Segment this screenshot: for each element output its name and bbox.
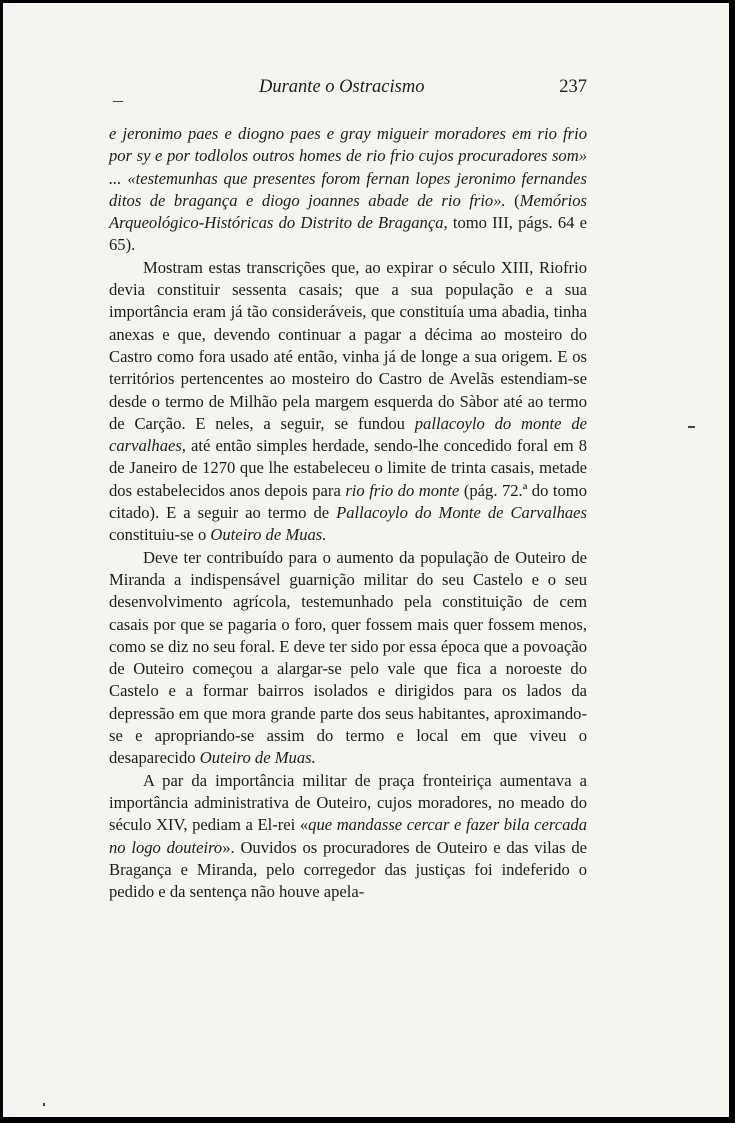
italic-text-run: Outeiro de Muas. (199, 748, 316, 768)
scan-speck (113, 101, 123, 102)
body-text (109, 123, 587, 903)
scan-speck (688, 426, 695, 428)
page-number: 237 (559, 77, 587, 97)
text-run: até então simples herdade, sendo-lhe concedido foral em 8 de Janeiro de 1270 que lhe estabeleceu o limite de trinta casais, metade dos estabelecidos anos depois para (109, 436, 587, 500)
italic-text-run: que mandasse cercar e fazer bila cercada no logo douteiro (109, 815, 587, 857)
italic-text-run: e jeronimo paes e diogno paes e gray migueir moradores em rio frio por sy e por todlolos outros homes de rio frio cujos procuradores som» ... «testemunhas que presentes forom fernan lopes jeronimo fernandes ditos de bragança e diogo joannes abade de rio frio». (109, 124, 587, 210)
italic-text-run: rio frio do monte (345, 480, 460, 500)
text-run: Mostram estas transcrições que, ao expirar o século XIII, Riofrio devia constituir sessenta casais; que a sua população e a sua importância eram já tão consideráveis, que constituía uma abadia, tinha anexas e que, devendo continuar a pagar a décima ao mosteiro do Castro como fora usado até então, vinha já de longe a sua origem. E os territórios pertencentes ao mosteiro do Castro de Avelãs estendiam-se desde o termo de Milhão pela margem esquerda do Sàbor até ao termo de Carção. E neles, a seguir, se fundou (109, 257, 587, 433)
text-run: constituiu-se o (109, 525, 211, 545)
running-title: Durante o Ostracismo (259, 77, 425, 97)
page-header (109, 77, 587, 103)
text-run: (pág. 72.ª do tomo citado). E a seguir ao termo de (109, 480, 587, 523)
text-run: ». Ouvidos os procuradores de Outeiro e das vilas de Bragança e Miranda, pelo corregedor das justiças foi indeferido o pedido e da sentença não houve apela- (109, 837, 587, 902)
paragraph-3 (109, 770, 587, 904)
italic-text-run: pallacoylo do monte de carvalhaes, (109, 413, 587, 456)
book-page (3, 3, 729, 1117)
paragraph-2 (109, 547, 587, 770)
paragraph-1 (109, 257, 587, 547)
italic-text-run: Pallacoylo do Monte de Carvalhaes (336, 503, 587, 523)
quote-paragraph (109, 123, 587, 257)
text-run: A par da importância militar de praça fronteiriça aumentava a importância administrativa de Outeiro, cujos moradores, no meado do século XIV, pediam a El-rei « (109, 770, 587, 835)
text-run: ( (505, 190, 520, 210)
text-run: Deve ter contribuído para o aumento da população de Outeiro de Miranda a indispensável guarnição militar do seu Castelo e o seu desenvolvimento agrícola, testemunhado pela constituição de cem casais por que se pagaria o foro, quer fossem mais quer fossem menos, como se diz no seu foral. E deve ter sido por essa época que a povoação de Outeiro começou a alargar-se pelo vale que fica a noroeste do Castelo e a formar bairros isolados e dirigidos para os lados da depressão em que mora grande parte dos seus habitantes, aproximando-se e apropriando-se assim do termo e local em que viveu o desaparecido (109, 547, 587, 768)
italic-text-run: Outeiro de Muas. (210, 525, 327, 545)
text-run: tomo III, págs. 64 e 65). (109, 213, 587, 255)
scan-speck (43, 1103, 45, 1106)
italic-text-run: Memórios Arqueológico-Históricas do Distrito de Bragança, (109, 190, 587, 233)
